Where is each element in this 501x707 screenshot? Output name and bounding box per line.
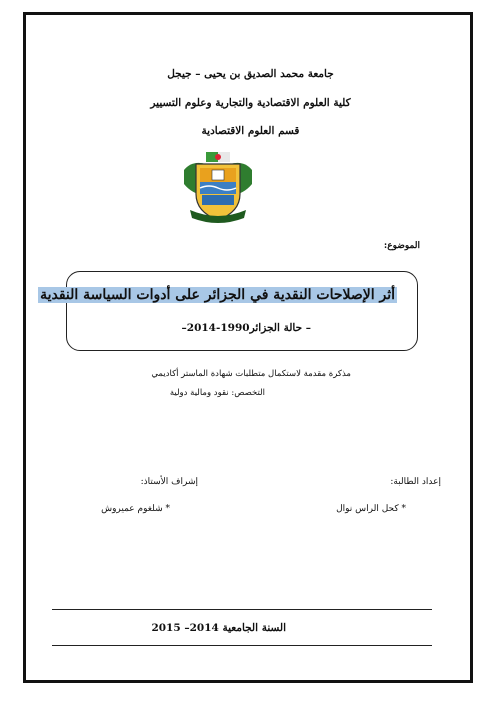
- subject-label: الموضوع:: [383, 241, 420, 251]
- academic-year: السنة الجامعية 2014– 2015: [151, 622, 286, 634]
- supervisor-name: * شلغوم عميروش: [101, 504, 170, 514]
- university-emblem-icon: [178, 148, 258, 226]
- top-divider: [52, 609, 432, 610]
- bottom-divider: [52, 645, 432, 646]
- thesis-title: أثر الإصلاحات النقدية في الجزائر على أدوات السياسة النقدية: [40, 287, 395, 303]
- thesis-note: مذكرة مقدمة لاستكمال متطلبات شهادة الماستر أكاديمي: [151, 369, 351, 379]
- case-study-subtitle: – حالة الجزائر1990-2014–: [181, 322, 311, 334]
- faculty-name: كلية العلوم الاقتصادية والتجارية وعلوم التسيير: [150, 97, 351, 109]
- specialty: التخصص: نقود ومالية دولية: [169, 388, 265, 398]
- student-label: إعداد الطالبة:: [390, 477, 441, 487]
- title-box: [66, 271, 418, 351]
- supervisor-label: إشراف الأستاذ:: [140, 477, 198, 487]
- university-name: جامعة محمد الصديق بن يحيى – جيجل: [167, 68, 334, 80]
- student-name: * كحل الراس نوال: [336, 504, 406, 514]
- department-name: قسم العلوم الاقتصادية: [201, 125, 300, 137]
